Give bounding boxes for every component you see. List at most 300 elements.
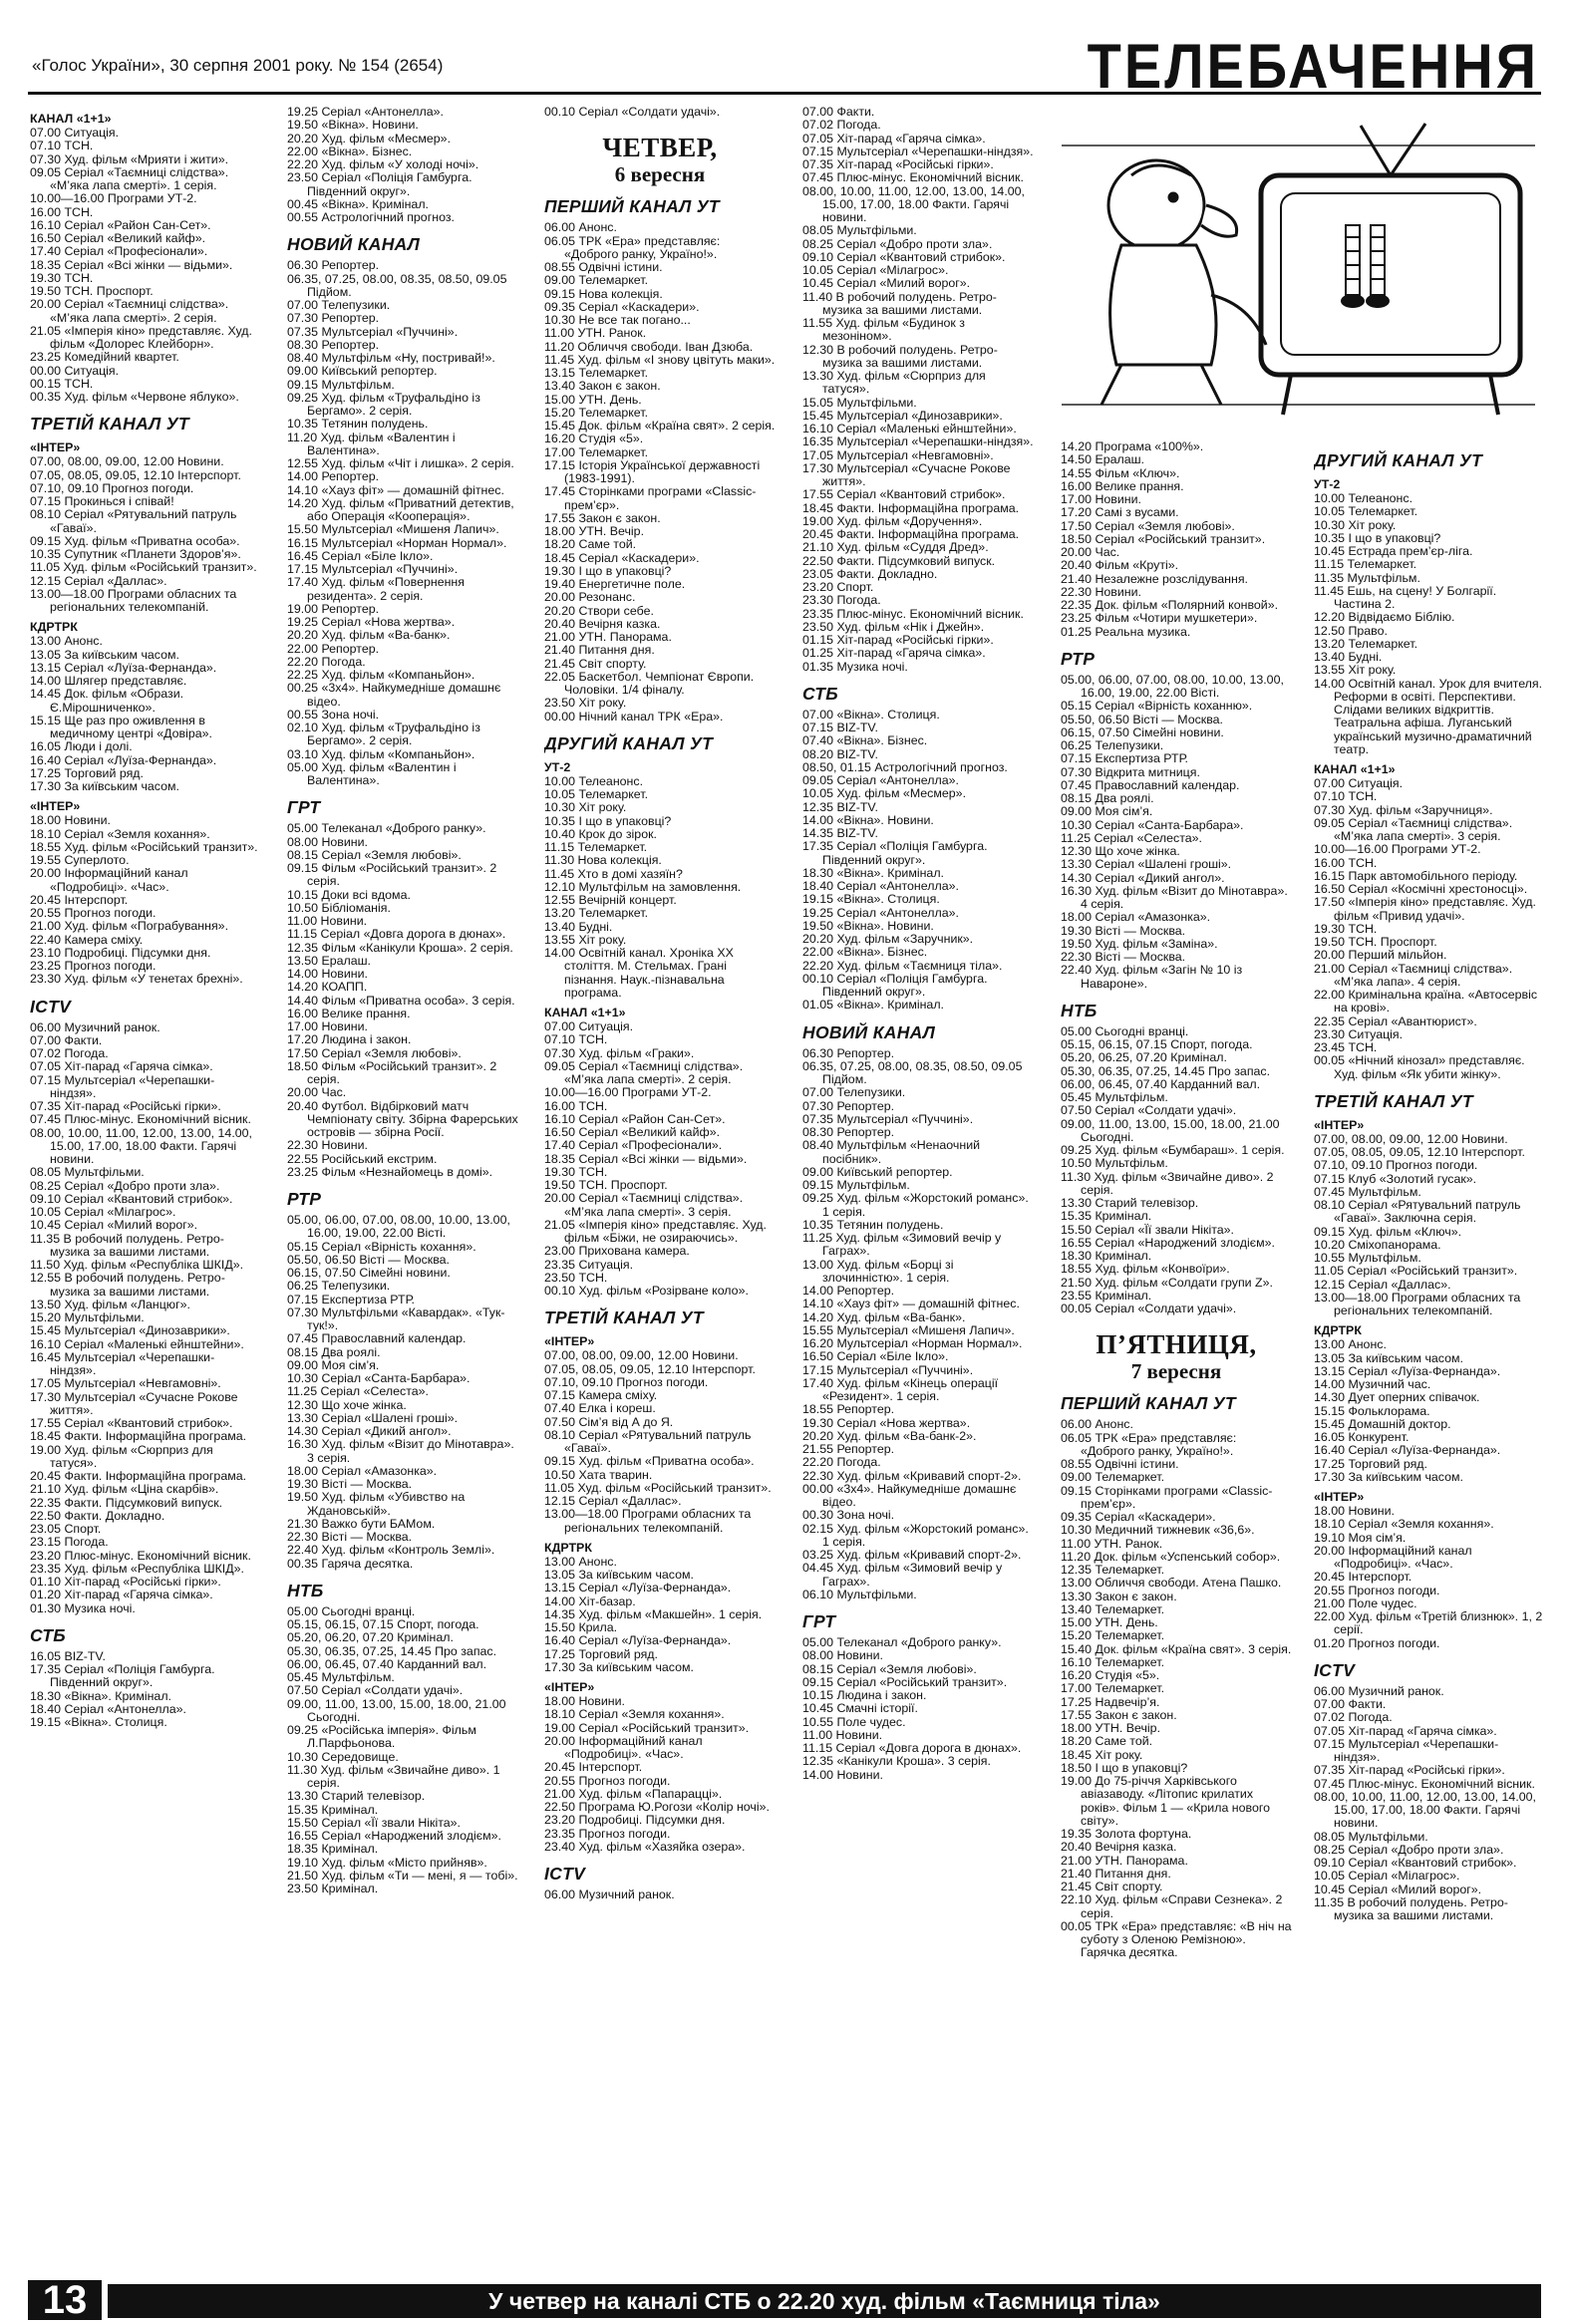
- program-entry: 00.05 ТРК «Ера» представляє: «В ніч на суботу з Оленою Ремізною». Гарячка десятка.: [1061, 1918, 1292, 1960]
- channel-title: ICTV: [544, 1864, 586, 1884]
- program-entry: 22.55 Російський екстрим.: [287, 1151, 438, 1166]
- program-entry: 13.15 Серіал «Луїза-Фернанда».: [544, 1581, 732, 1596]
- program-entry: 16.30 Худ. фільм «Візит до Мінотавра». 3 серія.: [287, 1437, 514, 1465]
- program-entry: 13.20 Телемаркет.: [1314, 636, 1418, 651]
- program-entry: 10.45 Серіал «Милий ворог».: [1314, 1882, 1482, 1896]
- program-entry: 18.40 Серіал «Антонелла».: [802, 879, 959, 893]
- program-entry: 07.02 Погода.: [802, 118, 881, 133]
- program-entry: 21.50 Худ. фільм «Ти — мені, я — тобі».: [287, 1868, 518, 1883]
- program-entry: 23.00 Прихована камера.: [544, 1244, 690, 1259]
- program-entry: 15.40 Док. фільм «Країна свят». 3 серія.: [1061, 1641, 1292, 1656]
- program-entry: 07.35 Хіт-парад «Російські гірки».: [1314, 1763, 1505, 1778]
- program-entry: 16.15 Парк автомобільного періоду.: [1314, 868, 1518, 883]
- program-entry: 17.05 Мультсеріал «Невгамовні».: [30, 1376, 221, 1391]
- program-entry: 05.30, 06.35, 07.25, 14.45 Про запас.: [1061, 1063, 1271, 1078]
- program-entry: 06.00, 06.45, 07.40 Карданний вал.: [287, 1656, 487, 1671]
- program-entry: 07.10, 09.10 Прогноз погоди.: [1314, 1158, 1478, 1173]
- program-entry: 13.00 Анонс.: [30, 634, 103, 649]
- program-entry: 00.00 «3х4». Найкумедніше домашнє відео.: [802, 1481, 1017, 1509]
- day-heading: [1061, 1329, 1292, 1383]
- program-entry: 23.50 Серіал «Поліція Гамбурга. Південний округ».: [287, 170, 472, 198]
- program-entry: 20.00 Час.: [1061, 545, 1120, 559]
- program-entry: 20.45 Факти. Інформаційна програма.: [802, 527, 1020, 541]
- program-entry: 09.00 Телемаркет.: [1061, 1470, 1165, 1485]
- program-entry: 23.25 Фільм «Чотири мушкетери».: [1061, 611, 1258, 626]
- program-entry: 00.10 Худ. фільм «Розірване коло».: [544, 1284, 749, 1298]
- program-entry: 10.15 Людина і закон.: [802, 1688, 927, 1702]
- program-entry: 16.00 Велике прання.: [287, 1006, 411, 1020]
- program-entry: 22.20 Погода.: [287, 654, 366, 669]
- program-entry: 22.20 Погода.: [802, 1455, 881, 1470]
- program-entry: 11.00 Новини.: [287, 914, 368, 928]
- program-entry: 19.50 Худ. фільм «Убивство на Ждановській».: [287, 1490, 466, 1518]
- program-entry: 21.40 Питання дня.: [1061, 1866, 1171, 1881]
- program-entry: 22.30 Худ. фільм «Кривавий спорт-2».: [802, 1468, 1022, 1483]
- program-entry: 16.10 Серіал «Маленькі ейнштейни».: [30, 1336, 244, 1351]
- program-entry: 23.35 Худ. фільм «Республіка ШКІД».: [30, 1561, 244, 1576]
- program-entry: 06.35, 07.25, 08.00, 08.35, 08.50, 09.05 Підйом.: [802, 1058, 1023, 1086]
- program-entry: 14.30 Дует оперних співачок.: [1314, 1390, 1480, 1405]
- program-entry: 18.20 Саме той.: [544, 537, 637, 552]
- program-entry: 01.35 Музика ночі.: [802, 659, 908, 674]
- program-entry: 16.10 Серіал «Маленькі ейнштейни».: [802, 422, 1017, 436]
- program-entry: 13.30 Серіал «Шалені гроші».: [1061, 857, 1232, 872]
- page-number: 13: [28, 2280, 102, 2320]
- program-entry: 14.00 Хіт-базар.: [544, 1594, 636, 1608]
- program-entry: 18.50 Серіал «Російський транзит».: [1061, 531, 1266, 546]
- program-entry: 11.15 Телемаркет.: [1314, 557, 1417, 572]
- program-entry: 18.45 Факти. Інформаційна програма.: [30, 1429, 247, 1444]
- program-entry: 09.15 Серіал «Російський транзит».: [802, 1674, 1008, 1689]
- program-entry: 18.35 Кримінал.: [287, 1842, 379, 1857]
- program-entry: 00.25 «3х4». Найкумедніше домашнє відео.: [287, 681, 501, 709]
- program-entry: 11.05 Худ. фільм «Російський транзит».: [544, 1480, 772, 1495]
- program-entry: 06.00 Музичний ранок.: [30, 1019, 160, 1034]
- day-heading: [544, 133, 776, 186]
- program-entry: 16.40 Серіал «Луїза-Фернанда».: [30, 752, 217, 767]
- program-entry: 20.20 Худ. фільм «Заручник».: [802, 932, 974, 946]
- program-entry: 08.00, 10.00, 11.00, 12.00, 13.00, 14.00, 15.00, 17.00, 18.00 Факти. Гарячі новини.: [802, 183, 1025, 224]
- promo-banner: У четвер на каналі СТБ о 22.20 худ. фільм «Таємниця тіла»: [108, 2284, 1541, 2318]
- program-entry: 06.15, 07.50 Сімейні новини.: [287, 1266, 451, 1280]
- program-entry: 17.45 Сторінками програми «Classic-прем’єр».: [544, 484, 757, 512]
- program-entry: 19.00 Худ. фільм «Доручення».: [802, 513, 983, 528]
- program-entry: 10.00—16.00 Програми УТ-2.: [1314, 842, 1481, 857]
- program-entry: 10.30 Серіал «Санта-Барбара».: [287, 1371, 471, 1385]
- program-entry: 09.00 Київський репортер.: [287, 364, 438, 379]
- program-entry: 06.00 Анонс.: [544, 220, 617, 235]
- program-entry: 07.40 Елка і кореш.: [544, 1401, 656, 1416]
- program-entry: 23.50 Худ. фільм «Нік і Джейн».: [802, 619, 985, 634]
- program-entry: 14.20 Програма «100%».: [1061, 440, 1204, 453]
- program-entry: 14.00 Репортер.: [802, 1284, 895, 1298]
- program-entry: 23.35 Ситуація.: [544, 1257, 634, 1272]
- channel-title: РТР: [287, 1189, 322, 1209]
- program-entry: 12.30 Що хоче жінка.: [1061, 844, 1180, 858]
- program-entry: 20.40 Вечірня казка.: [544, 616, 661, 631]
- channel-title: ГРТ: [287, 797, 321, 818]
- program-entry: 18.00 УТН. Вечір.: [1061, 1721, 1161, 1735]
- program-entry: 16.20 Студія «5».: [544, 432, 644, 446]
- program-entry: 11.45 Ешь, на сцену! У Болгарії. Частина 2.: [1314, 583, 1497, 611]
- program-entry: 13.15 Серіал «Луїза-Фернанда».: [1314, 1363, 1501, 1378]
- program-entry: 10.40 Крок до зірок.: [544, 826, 657, 841]
- program-entry: 22.30 Вісті — Москва.: [287, 1530, 413, 1544]
- program-entry: 17.50 Серіал «Земля любові».: [1061, 518, 1235, 533]
- program-entry: 10.30 Хіт року.: [544, 800, 627, 815]
- program-entry: 13.30 Закон є закон.: [1061, 1589, 1177, 1603]
- program-entry: 08.50, 01.15 Астрологічний прогноз.: [802, 759, 1008, 774]
- program-entry: 18.00 Новини.: [30, 813, 111, 828]
- program-entry: 07.15 Експертиза РТР.: [1061, 751, 1188, 766]
- program-entry: 18.45 Серіал «Каскадери».: [544, 550, 700, 565]
- program-entry: 08.05 Мультфільми.: [802, 223, 917, 238]
- program-entry: 16.05 Конкурент.: [1314, 1430, 1410, 1444]
- program-entry: 23.30 Погода.: [802, 593, 881, 608]
- program-entry: 15.45 Мультсеріал «Динозаврики».: [802, 408, 1003, 423]
- program-entry: 09.15 Худ. фільм «Приватна особа».: [544, 1454, 755, 1469]
- program-entry: 16.10 Серіал «Район Сан-Сет».: [30, 217, 211, 232]
- program-entry: 17.40 Серіал «Професіонали».: [30, 244, 208, 259]
- program-entry: 17.50 «Імперія кіно» представляє. Худ. фільм «Привид удачі».: [1314, 895, 1536, 923]
- cartoon-drawing: [1062, 106, 1535, 435]
- channel-subtitle: КАНАЛ «1+1»: [1314, 762, 1396, 776]
- program-entry: 05.45 Мультфільм.: [1061, 1090, 1168, 1104]
- program-entry: 10.45 Естрада прем’єр-ліга.: [1314, 544, 1473, 558]
- program-entry: 09.25 Худ. фільм «Жорстокий романс». 1 серія.: [802, 1191, 1029, 1219]
- program-entry: 07.15 Мультсеріал «Черепашки-ніндзя».: [1314, 1736, 1499, 1764]
- program-entry: 18.55 Худ. фільм «Конвоїри».: [1061, 1262, 1230, 1277]
- program-entry: 11.15 Серіал «Довга дорога в дюнах».: [287, 927, 506, 942]
- program-entry: 09.25 «Російська імперія». Фільм Л.Парфьонова.: [287, 1723, 476, 1751]
- program-entry: 10.35 Супутник «Планети Здоров’я».: [30, 547, 241, 561]
- channel-title: НТБ: [1061, 1000, 1098, 1020]
- program-entry: 08.25 Серіал «Добро проти зла».: [802, 236, 993, 251]
- program-entry: 19.50 ТСН. Проспорт.: [1314, 935, 1437, 949]
- program-entry: 11.05 Серіал «Російський транзит».: [1314, 1264, 1518, 1279]
- program-entry: 11.35 В робочий полудень. Ретро-музика за вашими листами.: [1314, 1894, 1508, 1922]
- program-entry: 23.25 Фільм «Незнайомець в домі».: [287, 1164, 493, 1179]
- program-entry: 07.15 Мультсеріал «Черепашки-ніндзя».: [30, 1072, 215, 1100]
- program-entry: 00.55 Астрологічний прогноз.: [287, 210, 455, 224]
- program-entry: 08.40 Мультфільм «Ну, постривай!».: [287, 351, 495, 365]
- program-entry: 14.00 Репортер.: [287, 469, 380, 484]
- program-entry: 18.50 Фільм «Російський транзит». 2 серія.: [287, 1058, 497, 1086]
- program-entry: 23.20 Подробиці. Підсумки дня.: [544, 1813, 726, 1828]
- program-entry: 10.00 Телеанонс.: [1314, 491, 1413, 505]
- tv-column-5: [1061, 440, 1292, 2324]
- program-entry: 09.10 Серіал «Квантовий стрибок».: [30, 1191, 233, 1206]
- program-entry: 09.00 Моя сім’я.: [1061, 804, 1153, 819]
- program-entry: 23.05 Спорт.: [30, 1522, 102, 1536]
- channel-title: НОВИЙ КАНАЛ: [287, 234, 421, 255]
- program-entry: 15.35 Кримінал.: [287, 1802, 379, 1817]
- program-entry: 05.00 Сьогодні вранці.: [287, 1603, 416, 1618]
- program-entry: 07.02 Погода.: [30, 1046, 109, 1060]
- program-entry: 19.50 ТСН. Проспорт.: [30, 284, 154, 298]
- program-entry: 07.50 Серіал «Солдати удачі».: [287, 1683, 464, 1698]
- program-entry: 15.45 Док. фільм «Країна свят». 2 серія.: [544, 419, 776, 433]
- program-entry: 08.05 Мультфільми.: [1314, 1829, 1428, 1844]
- program-entry: 07.10 ТСН.: [1314, 789, 1378, 804]
- program-entry: 16.55 Серіал «Народжений злодієм».: [287, 1829, 501, 1843]
- program-entry: 10.05 Телемаркет.: [544, 787, 649, 801]
- program-entry: 16.00 ТСН.: [1314, 855, 1378, 870]
- program-entry: 17.55 Закон є закон.: [1061, 1707, 1177, 1722]
- program-entry: 00.30 Зона ночі.: [802, 1508, 895, 1523]
- program-entry: 10.50 Бібліоманія.: [287, 900, 391, 915]
- program-entry: 11.15 Серіал «Довга дорога в дюнах».: [802, 1741, 1022, 1755]
- program-entry: 08.25 Серіал «Добро проти зла».: [1314, 1842, 1504, 1857]
- program-entry: 14.20 КОАПП.: [287, 980, 368, 995]
- program-entry: 09.05 Серіал «Таємниці слідства». «М’яка лапа смерті». 1 серія.: [30, 164, 229, 192]
- program-entry: 18.35 Серіал «Всі жінки — відьми».: [544, 1151, 748, 1166]
- program-entry: 22.35 Серіал «Авантюрист».: [1314, 1014, 1477, 1028]
- program-entry: 11.05 Худ. фільм «Російський транзит».: [30, 560, 257, 575]
- program-entry: 20.20 Худ. фільм «Ва-банк».: [287, 628, 451, 643]
- program-entry: 07.45 Плюс-мінус. Економічний вісник.: [1314, 1776, 1535, 1791]
- day-date: 7 вересня: [1130, 1359, 1222, 1384]
- program-entry: 11.40 В робочий полудень. Ретро-музика за вашими листами.: [802, 289, 997, 317]
- program-entry: 14.35 BIZ-TV.: [802, 826, 878, 840]
- program-entry: 21.00 Худ. фільм «Папарацці».: [544, 1786, 723, 1801]
- program-entry: 12.30 Що хоче жінка.: [287, 1397, 407, 1412]
- program-entry: 05.15, 06.15, 07.15 Спорт, погода.: [287, 1617, 479, 1631]
- program-entry: 21.10 Худ. фільм «Суддя Дред».: [802, 540, 989, 555]
- program-entry: 07.50 Серіал «Солдати удачі».: [1061, 1103, 1237, 1118]
- program-entry: 10.30 Медичний тижневик «36,6».: [1061, 1523, 1255, 1538]
- program-entry: 13.55 Хіт року.: [1314, 663, 1397, 678]
- program-entry: 18.20 Саме той.: [1061, 1734, 1153, 1749]
- program-entry: 17.30 Мультсеріал «Сучасне Рокове життя».: [30, 1389, 238, 1417]
- program-entry: 23.55 Кримінал.: [1061, 1288, 1152, 1303]
- day-name: П’ЯТНИЦЯ,: [1096, 1329, 1257, 1360]
- program-entry: 23.40 Худ. фільм «Хазяйка озера».: [544, 1839, 746, 1854]
- program-entry: 08.30 Репортер.: [287, 337, 380, 352]
- channel-title: ICTV: [30, 996, 72, 1017]
- program-entry: 03.10 Худ. фільм «Компаньйон».: [287, 746, 475, 761]
- program-entry: 10.55 Поле чудес.: [802, 1714, 906, 1729]
- channel-title: СТБ: [30, 1624, 66, 1645]
- program-entry: 03.25 Худ. фільм «Кривавий спорт-2».: [802, 1548, 1022, 1562]
- program-entry: 09.00 Київський репортер.: [802, 1164, 953, 1179]
- program-entry: 11.20 Обличчя свободи. Іван Дзюба.: [544, 339, 754, 354]
- program-entry: 15.20 Телемаркет.: [544, 405, 649, 420]
- program-entry: 14.20 Худ. фільм «Ва-банк».: [802, 1309, 966, 1324]
- program-entry: 06.35, 07.25, 08.00, 08.35, 08.50, 09.05 Підйом.: [287, 271, 507, 299]
- program-entry: 19.15 «Вікна». Столиця.: [30, 1715, 167, 1729]
- program-entry: 11.20 Худ. фільм «Валентин і Валентина».: [287, 430, 456, 457]
- program-entry: 09.25 Худ. фільм «Бумбараш». 1 серія.: [1061, 1143, 1285, 1157]
- program-entry: 14.10 «Хауз фіт» — домашній фітнес.: [287, 482, 504, 497]
- program-entry: 07.45 Православний календар.: [287, 1331, 467, 1346]
- program-entry: 14.55 Фільм «Ключ».: [1061, 465, 1180, 480]
- program-entry: 17.25 Торговий ряд.: [1314, 1456, 1427, 1471]
- program-entry: 04.45 Худ. фільм «Зимовий вечір у Гаграх».: [802, 1561, 1003, 1589]
- program-entry: 19.50 ТСН. Проспорт.: [544, 1178, 668, 1192]
- program-entry: 11.20 Док. фільм «Успенський собор».: [1061, 1549, 1281, 1564]
- program-entry: 18.10 Серіал «Земля кохання».: [30, 826, 210, 841]
- program-entry: 09.00 Телемаркет.: [544, 273, 649, 288]
- program-entry: 07.05 Хіт-парад «Гаряча сімка».: [30, 1059, 213, 1074]
- program-entry: 17.25 Торговий ряд.: [544, 1646, 658, 1661]
- program-entry: 20.45 Інтерспорт.: [30, 892, 129, 907]
- program-entry: 07.15 Експертиза РТР.: [287, 1292, 415, 1307]
- program-entry: 23.25 Прогноз погоди.: [30, 959, 157, 973]
- channel-title: ДРУГИЙ КАНАЛ УТ: [1314, 450, 1483, 470]
- program-entry: 23.50 Хіт року.: [544, 696, 627, 711]
- program-entry: 09.10 Серіал «Квантовий стрибок».: [802, 249, 1006, 264]
- program-entry: 13.15 Серіал «Луїза-Фернанда».: [30, 660, 217, 675]
- program-entry: 22.35 Док. фільм «Полярний конвой».: [1061, 598, 1279, 612]
- program-entry: 23.35 Прогноз погоди.: [544, 1826, 671, 1841]
- channel-title: ТРЕТІЙ КАНАЛ УТ: [30, 414, 189, 435]
- program-entry: 15.05 Мультфільми.: [802, 395, 917, 410]
- program-entry: 12.35 «Канікули Кроша». 3 серія.: [802, 1754, 991, 1769]
- program-entry: 16.00 Велике прання.: [1061, 478, 1184, 493]
- program-entry: 18.30 Кримінал.: [1061, 1249, 1152, 1263]
- program-entry: 21.55 Репортер.: [802, 1442, 895, 1456]
- program-entry: 22.25 Худ. фільм «Компаньйон».: [287, 668, 475, 682]
- program-entry: 14.00 Освітній канал. Хроніка ХХ століття. М. Стельмах. Грані пізнання. Наук.-пізнавальна програма.: [544, 946, 734, 1000]
- program-entry: 12.15 Серіал «Даллас».: [30, 573, 167, 588]
- program-entry: 10.45 Серіал «Милий ворог».: [30, 1218, 198, 1233]
- program-entry: 05.15 Серіал «Вірність коханню».: [1061, 699, 1253, 714]
- program-entry: 07.05 Хіт-парад «Гаряча сімка».: [802, 131, 986, 145]
- program-entry: 11.35 Мультфільм.: [1314, 570, 1420, 585]
- channel-title: ДРУГИЙ КАНАЛ УТ: [544, 732, 714, 753]
- program-entry: 11.25 Серіал «Селеста».: [287, 1384, 429, 1399]
- program-entry: 06.00, 06.45, 07.40 Карданний вал.: [1061, 1076, 1261, 1091]
- program-entry: 17.35 Серіал «Поліція Гамбурга. Південний округ».: [30, 1662, 215, 1690]
- program-entry: 20.55 Прогноз погоди.: [1314, 1583, 1440, 1598]
- program-entry: 13.05 За київським часом.: [544, 1568, 694, 1582]
- program-entry: 22.50 Факти. Докладно.: [30, 1508, 165, 1523]
- program-entry: 22.40 Худ. фільм «Контроль Землі».: [287, 1543, 495, 1558]
- program-entry: 19.00 До 75-річчя Харківського авіазаводу. «Літопис крилатих років». Фільм 1 — «Крила нового світу».: [1061, 1774, 1270, 1828]
- program-entry: 15.00 УТН. День.: [1061, 1615, 1158, 1629]
- program-entry: 20.55 Прогноз погоди.: [544, 1773, 671, 1788]
- program-entry: 13.05 За київським часом.: [30, 647, 179, 662]
- program-entry: 18.00 Новини.: [544, 1694, 625, 1708]
- program-entry: 22.10 Худ. фільм «Справи Сезнека». 2 серія.: [1061, 1892, 1283, 1920]
- program-entry: 10.35 І що в упаковці?: [544, 813, 672, 828]
- program-entry: 10.00—16.00 Програми УТ-2.: [544, 1085, 712, 1100]
- program-entry: 13.40 Будні.: [544, 919, 613, 934]
- program-entry: 07.00, 08.00, 09.00, 12.00 Новини.: [30, 454, 224, 469]
- program-entry: 09.25 Худ. фільм «Труфальдіно із Бергамо». 2 серія.: [287, 390, 480, 418]
- program-entry: 19.30 ТСН.: [30, 270, 94, 285]
- program-entry: 13.30 Серіал «Шалені гроші».: [287, 1410, 459, 1425]
- program-entry: 12.15 Серіал «Даллас».: [1314, 1277, 1451, 1292]
- program-entry: 17.20 Людина і закон.: [287, 1032, 412, 1047]
- program-entry: 18.10 Серіал «Земля кохання».: [544, 1707, 725, 1722]
- program-entry: 10.05 Телемаркет.: [1314, 504, 1418, 519]
- program-entry: 23.15 Погода.: [30, 1535, 109, 1550]
- program-entry: 17.25 Надвечір’я.: [1061, 1694, 1160, 1709]
- program-entry: 16.50 Серіал «Великий кайф».: [30, 231, 206, 245]
- program-entry: 16.40 Серіал «Луїза-Фернанда».: [544, 1633, 732, 1648]
- program-entry: 13.20 Телемаркет.: [544, 906, 649, 921]
- program-entry: 12.55 Худ. фільм «Чіт і лишка». 2 серія.: [287, 456, 514, 470]
- channel-title: СТБ: [802, 683, 838, 704]
- program-entry: 17.25 Торговий ряд.: [30, 765, 144, 780]
- program-entry: 22.40 Худ. фільм «Загін № 10 із Навароне».: [1061, 963, 1243, 991]
- program-entry: 07.02 Погода.: [1314, 1710, 1393, 1725]
- program-entry: 14.10 «Хауз фіт» — домашній фітнес.: [802, 1297, 1020, 1311]
- program-entry: 07.05, 08.05, 09.05, 12.10 Інтерспорт.: [1314, 1145, 1525, 1159]
- program-entry: 08.55 Одвічні істини.: [1061, 1457, 1179, 1471]
- channel-title: ПЕРШИЙ КАНАЛ УТ: [1061, 1393, 1236, 1414]
- program-entry: 20.45 Факти. Інформаційна програма.: [30, 1469, 247, 1483]
- program-entry: 19.30 І що в упаковці?: [544, 563, 672, 578]
- program-entry: 17.55 Закон є закон.: [544, 510, 661, 525]
- program-entry: 07.35 Хіт-парад «Російські гірки».: [30, 1099, 221, 1113]
- program-entry: 20.45 Інтерспорт.: [1314, 1570, 1413, 1585]
- program-entry: 08.00 Новини.: [802, 1648, 883, 1663]
- program-entry: 11.15 Телемаркет.: [544, 840, 648, 854]
- program-entry: 14.00 Шлягер представляє.: [30, 674, 187, 688]
- channel-title: ТРЕТІЙ КАНАЛ УТ: [544, 1307, 704, 1328]
- program-entry: 07.00 Факти.: [802, 106, 875, 119]
- program-entry: 16.45 Мультсеріал «Черепашки-ніндзя».: [30, 1349, 215, 1377]
- program-entry: 05.00 Телеканал «Доброго ранку».: [802, 1635, 1002, 1649]
- program-entry: 05.00, 06.00, 07.00, 08.00, 10.00, 13.00, 16.00, 19.00, 22.00 Вісті.: [1061, 672, 1284, 700]
- tv-column-2: [287, 106, 518, 2270]
- program-entry: 13.00—18.00 Програми обласних та регіональних телекомпаній.: [544, 1507, 752, 1535]
- program-entry: 11.30 Худ. фільм «Звичайне диво». 1 серія.: [287, 1762, 500, 1790]
- channel-title: ПЕРШИЙ КАНАЛ УТ: [544, 196, 720, 217]
- program-entry: 00.35 Худ. фільм «Червоне яблуко».: [30, 390, 239, 404]
- program-entry: 11.25 Серіал «Селеста».: [1061, 830, 1202, 845]
- program-entry: 21.05 «Імперія кіно» представляє. Худ. фільм «Долорес Клейборн».: [30, 323, 252, 351]
- program-entry: 16.10 Телемаркет.: [1061, 1654, 1165, 1669]
- program-entry: 17.30 Мультсеріал «Сучасне Рокове життя».: [802, 460, 1011, 488]
- program-entry: 18.50 І що в упаковці?: [1061, 1760, 1188, 1775]
- program-entry: 10.30 Середовище.: [287, 1749, 399, 1764]
- channel-title: ТРЕТІЙ КАНАЛ УТ: [1314, 1090, 1473, 1111]
- program-entry: 23.45 ТСН.: [1314, 1040, 1378, 1054]
- program-entry: 01.05 «Вікна». Кримінал.: [802, 998, 944, 1013]
- channel-title: РТР: [1061, 648, 1096, 669]
- channel-title: НОВИЙ КАНАЛ: [802, 1021, 936, 1042]
- program-entry: 06.30 Репортер.: [802, 1045, 895, 1060]
- program-entry: 17.30 За київським часом.: [544, 1659, 694, 1674]
- program-entry: 21.30 Важко бути БАМом.: [287, 1516, 436, 1531]
- channel-subtitle: «ІНТЕР»: [1314, 1117, 1365, 1132]
- program-entry: 05.15, 06.15, 07.15 Спорт, погода.: [1061, 1037, 1253, 1051]
- program-entry: 08.15 Серіал «Земля любові».: [802, 1661, 977, 1676]
- program-entry: 19.50 «Вікна». Новини.: [802, 918, 934, 933]
- program-entry: 20.00 Інформаційний канал «Подробиці». «Час».: [1314, 1543, 1472, 1571]
- program-entry: 17.00 Телемаркет.: [1061, 1681, 1165, 1696]
- program-entry: 07.35 Хіт-парад «Російські гірки».: [802, 157, 994, 171]
- program-entry: 05.00 Телеканал «Доброго ранку».: [287, 821, 486, 836]
- program-entry: 07.00, 08.00, 09.00, 12.00 Новини.: [544, 1348, 739, 1363]
- program-entry: 15.20 Мультфільми.: [30, 1310, 145, 1324]
- program-entry: 17.30 За київським часом.: [1314, 1469, 1463, 1484]
- program-entry: 07.35 Мультсеріал «Пуччині».: [802, 1111, 974, 1126]
- program-entry: 09.15 Мультфільм.: [802, 1178, 910, 1192]
- channel-title: НТБ: [287, 1580, 324, 1600]
- program-entry: 16.45 Серіал «Біле Ікло».: [287, 548, 434, 563]
- program-entry: 21.00 УТН. Панорама.: [1061, 1853, 1188, 1868]
- program-entry: 23.10 Подробиці. Підсумки дня.: [30, 945, 211, 960]
- program-entry: 21.45 Світ спорту.: [1061, 1880, 1163, 1893]
- program-entry: 22.30 Новини.: [287, 1138, 368, 1153]
- program-entry: 20.40 Фільм «Круті».: [1061, 558, 1179, 573]
- program-entry: 12.20 Відвідаємо Біблію.: [1314, 610, 1455, 625]
